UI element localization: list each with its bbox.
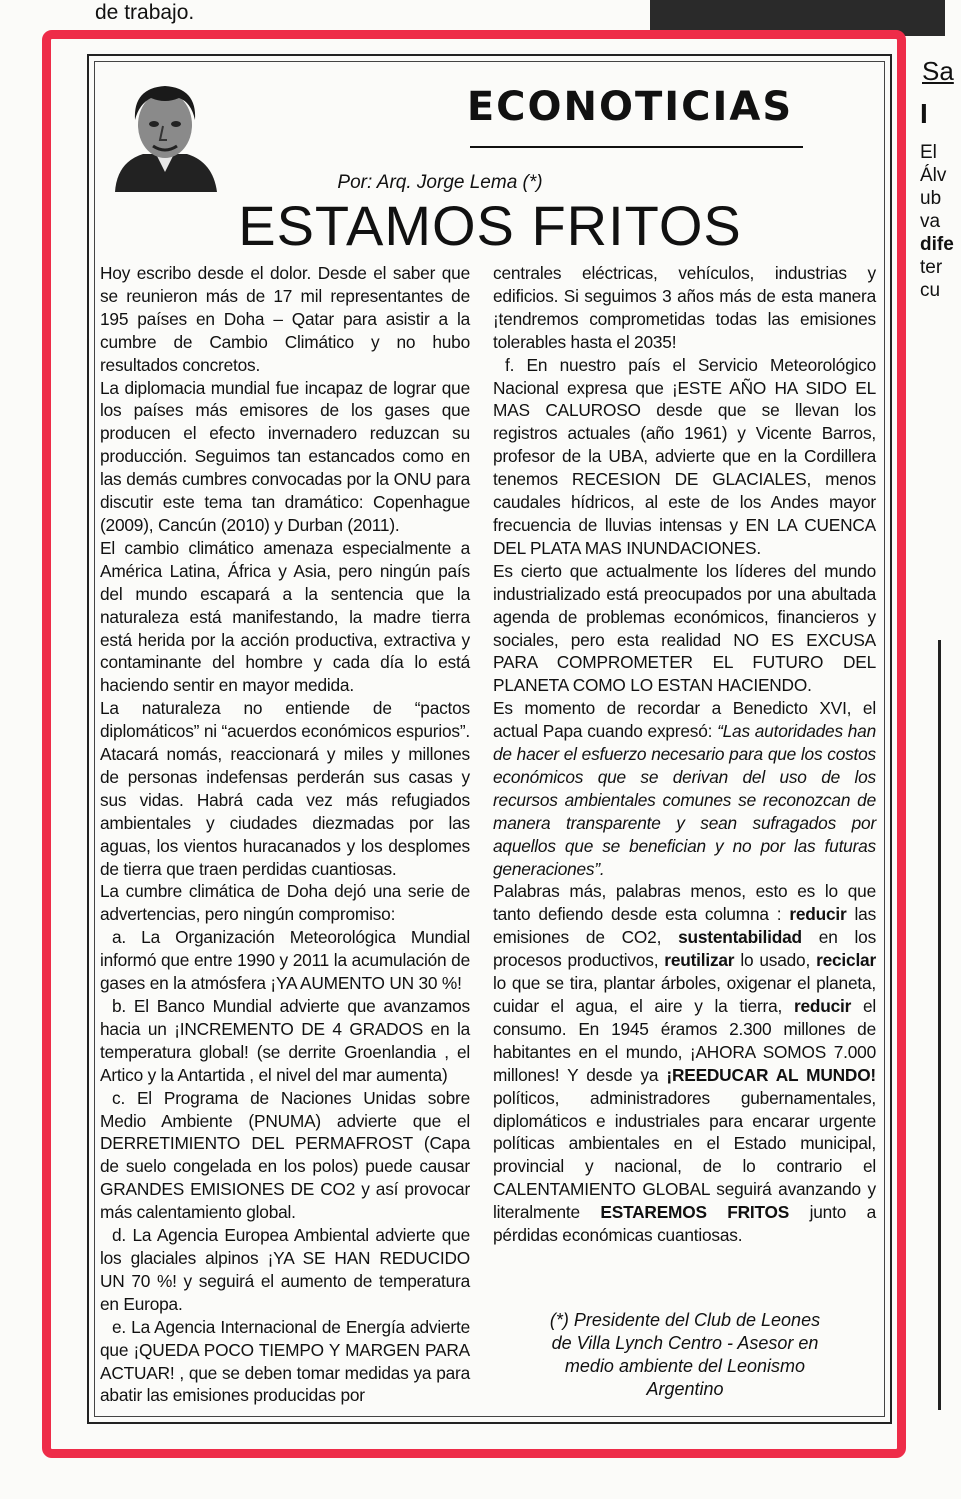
- adjacent-word: va: [920, 211, 941, 232]
- text-run: políticos, administradores gubernamentales, diplomáticos e industriales para encarar urgente políticas ambientales en el Estado municipal, provincial y nacional, de lo contrario el CALENTAMIENTO GLOBAL seguirá avanzando y literalmente: [493, 1087, 876, 1223]
- quote-intro: Es momento de recordar a Benedicto XVI, el actual Papa cuando expresó:: [493, 698, 876, 742]
- adjacent-heading-2: I: [920, 98, 928, 129]
- section-title: ECONOTICIAS: [466, 84, 794, 130]
- emphasis: reutilizar: [664, 950, 735, 971]
- papal-quote: “Las autoridades han de hacer el esfuerzo necesario para que los costos económicos que se derivan del uso de los recursos ambientales comunes se reconozcan de manera transparente y sean sufragados por aquellos que se benefician y no por las futuras generaciones”.: [493, 721, 876, 879]
- emphasis: ESTAREMOS FRITOS: [600, 1202, 790, 1223]
- paragraph: Es cierto que actualmente los líderes del mundo industrializado está preocupados por una abultada agenda de problemas económicos, financieros y sociales, pero esta realidad NO ES EXCUSA PARA COMPROMETER EL FUTURO DEL PLANETA COMO LO ESTAN HACIENDO.: [493, 560, 876, 696]
- text-run: lo usado,: [740, 950, 811, 971]
- emphasis: sustentabilidad: [678, 927, 802, 948]
- headline: ESTAMOS FRITOS: [238, 194, 742, 257]
- list-item-e: e. La Agencia Internacional de Energía advierte que ¡QUEDA POCO TIEMPO Y MARGEN PARA ACTUAR! , que se deben tomar medidas ya para abatir las emisiones producidas por: [100, 1316, 470, 1406]
- adjacent-word: ub: [920, 188, 942, 209]
- left-column: [100, 262, 470, 1407]
- text-run: junto a pérdidas económicas cuantiosas.: [493, 1202, 876, 1246]
- emphasis: reciclar: [816, 950, 876, 971]
- adjacent-word: ter: [920, 257, 943, 278]
- author-portrait-icon: [105, 80, 225, 192]
- papal-quote-paragraph: [493, 697, 876, 880]
- paragraph: Hoy escribo desde el dolor. Desde el saber que se reunieron más de 17 mil representantes de 195 países en Doha – Qatar para asistir a la cumbre de Cambio Climático y no hubo resultados concretos.: [100, 263, 470, 375]
- list-item-f: f. En nuestro país el Servicio Meteorológico Nacional expresa que ¡ESTE AÑO HA SIDO EL MAS CALUROSO desde que se llevan los registros actuales (año 1961) y Vicente Barros, profesor de la UBA, advierte que en la Cordillera tenemos RECESION DE GLACIALES, menos caudales hídricos, al este de los Andes mayor frecuencia de lluvias intensas y EN LA CUENCA DEL PLATA MAS INUNDACIONES.: [493, 354, 876, 558]
- adjacent-column: [918, 50, 954, 1449]
- text-run: en los procesos productivos,: [493, 927, 877, 971]
- title-rule: [470, 146, 803, 148]
- text-run: Palabras más, palabras menos, esto es lo que tanto defiendo desde esta columna :: [493, 881, 876, 925]
- paragraph: centrales eléctricas, vehículos, industrias y edificios. Si seguimos 3 años más de esta manera ¡tendremos comprometidas todas las emisiones tolerables hasta el 2035!: [493, 263, 876, 352]
- text-run: lo que se tira, plantar árboles, oxigenar el planeta, cuidar el agua, el aire y la tierra,: [493, 973, 876, 1016]
- adjacent-word: El: [920, 142, 937, 163]
- emphasis: ¡REEDUCAR AL MUNDO!: [666, 1064, 876, 1085]
- author-footnote: (*) Presidente del Club de Leones de Villa Lynch Centro - Asesor en medio ambiente del Leonismo Argentino: [549, 1310, 821, 1399]
- byline: Por: Arq. Jorge Lema (*): [337, 172, 543, 193]
- list-item-b: b. El Banco Mundial advierte que avanzamos hacia un ¡INCREMENTO DE 4 GRADOS en la temperatura global! (se derrite Groenlandia , el Artico y la Antartida , el nivel del mar aumenta): [100, 996, 470, 1085]
- list-item-c: c. El Programa de Naciones Unidas sobre Medio Ambiente (PNUMA) advierte que el DERRETIMIENTO DEL PERMAFROST (Capa de suelo congelada en los polos) puede causar GRANDES EMISIONES DE CO2 y así provocar más calentamiento global.: [100, 1087, 470, 1223]
- adjacent-box: [938, 640, 961, 1410]
- adjacent-heading: Sa: [922, 56, 954, 86]
- paragraph: El cambio climático amenaza especialmente a América Latina, África y Asia, pero ningún país del mundo escapará a la sentencia que la naturaleza está manifestando, la madre tierra está herida por la acción productiva, extractiva y contaminante del hombre y cada día lo está haciendo sentir en mayor medida.: [100, 537, 470, 696]
- emphasis: reducir: [793, 996, 852, 1016]
- adjacent-word: cu: [920, 280, 941, 301]
- right-column: [493, 262, 876, 1247]
- list-item-d: d. La Agencia Europea Ambiental advierte que los glaciales alpinos ¡YA SE HAN REDUCIDO UN 70 %! y seguirá el aumento de temperatura en Europa.: [100, 1225, 470, 1314]
- paragraph: La naturaleza no entiende de “pactos diplomáticos” ni “acuerdos económicos espurios”. Atacará nomás, reaccionará y miles y millones de personas indefensas perderán sus casas y sus vidas. Habrá cada vez más refugiados ambientales y ciudades diezmadas por las aguas, los vientos huracanados y los desplomes de tierra que traen perdidas cuantiosas.: [100, 698, 470, 879]
- previous-article-snippet: de trabajo.: [95, 1, 195, 24]
- text-run: las emisiones de CO2,: [493, 904, 877, 948]
- paragraph: La diplomacia mundial fue incapaz de lograr que los países más emisores de los gases que producen el efecto invernadero reduzcan su producción. Seguimos tan estancados como en las demás cumbres convocadas por la ONU para discutir este tema tan dramático: Copenhague (2009), Cancún (2010) y Durban (2011).: [100, 377, 470, 535]
- emphasis: reducir: [789, 904, 847, 925]
- closing-paragraph: [493, 880, 876, 1247]
- adjacent-word: Álv: [920, 165, 947, 186]
- paragraph: La cumbre climática de Doha dejó una serie de advertencias, pero ningún compromiso:: [100, 881, 470, 925]
- text-run: el consumo. En 1945 éramos 2.300 millones de habitantes en el mundo, ¡AHORA SOMOS 7.000 millones! Y desde ya: [493, 996, 876, 1085]
- adjacent-word: dife: [920, 234, 954, 255]
- list-item-a: a. La Organización Meteorológica Mundial informó que entre 1990 y 2011 la acumulación de gases en la atmósfera ¡YA AUMENTO UN 30 %!: [100, 927, 470, 994]
